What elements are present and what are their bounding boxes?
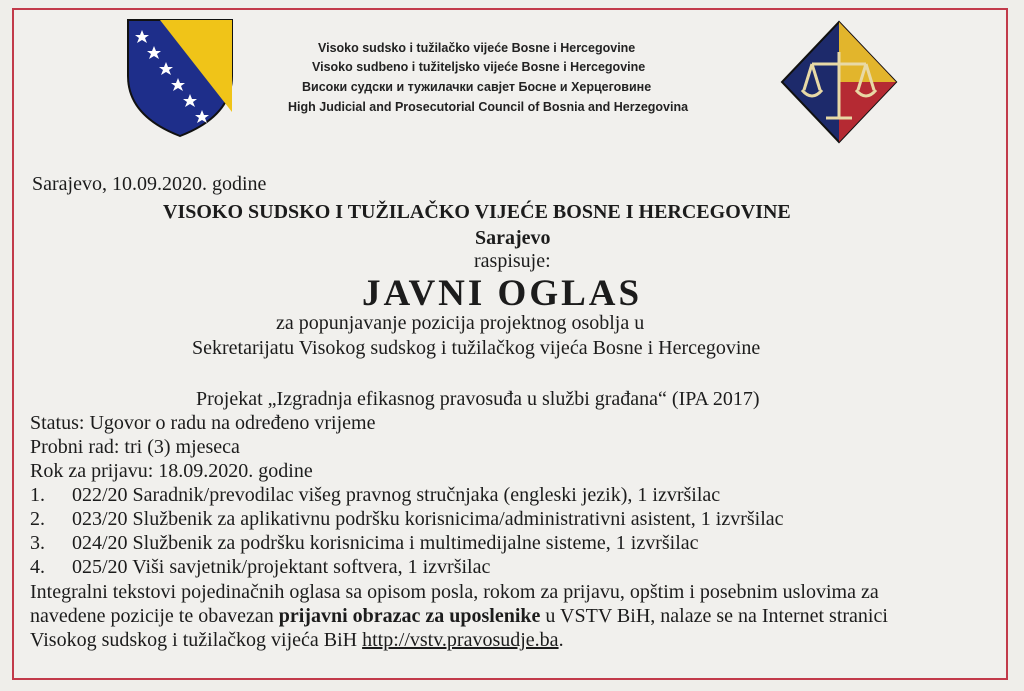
probation-line: Probni rad: tri (3) mjeseca [30, 436, 240, 458]
registration-form-label: prijavni obrazac za uposlenike [278, 605, 541, 627]
list-item [30, 508, 784, 531]
hjpc-scales-logo-icon [778, 18, 900, 146]
position-number: 2. [30, 508, 45, 530]
bih-coat-of-arms-icon [124, 16, 236, 140]
list-item [30, 484, 721, 507]
issuer-city: Sarajevo [475, 227, 551, 249]
subtitle-line-1: za popunjavanje pozicija projektnog osoblja u [276, 312, 645, 334]
position-text: 024/20 Službenik za podršku korisnicima i multimedijalne sisteme, 1 izvršilac [72, 532, 699, 554]
position-text: 023/20 Službenik za aplikativnu podršku korisnicima/administrativni asistent, 1 izvršilac [72, 508, 784, 530]
footer-line-3-start: Visokog sudskog i tužilačkog vijeća BiH [30, 629, 358, 651]
council-name-line-2: Visoko sudbeno i tužiteljsko vijeće Bosne i Hercegovine [312, 60, 646, 74]
position-number: 1. [30, 484, 45, 506]
footer-line-1: Integralni tekstovi pojedinačnih oglasa sa opisom posla, rokom za prijavu, opštim i posebnim uslovima za [30, 581, 879, 603]
footer-line-2 [30, 605, 888, 628]
footer-line-2-end: u VSTV BiH, nalaze se na Internet stranici [545, 605, 888, 627]
date-line: Sarajevo, 10.09.2020. godine [32, 173, 267, 195]
footer-line-2-start: navedene pozicije te obavezan [30, 605, 274, 627]
website-link[interactable]: http://vstv.pravosudje.ba [362, 629, 559, 651]
footer-period: . [558, 629, 564, 651]
deadline-line: Rok za prijavu: 18.09.2020. godine [30, 460, 313, 482]
subtitle-line-2: Sekretarijatu Visokog sudskog i tužilačkog vijeća Bosne i Hercegovine [192, 337, 761, 359]
council-name-line-3: Високи судски и тужилачки савјет Босне и Херцеговине [302, 80, 652, 94]
status-line: Status: Ugovor o radu na određeno vrijeme [30, 412, 376, 434]
position-number: 3. [30, 532, 45, 554]
position-text: 025/20 Viši savjetnik/projektant softvera, 1 izvršilac [72, 556, 491, 578]
main-title: JAVNI OGLAS [362, 273, 643, 314]
council-name-line-1: Visoko sudsko i tužilačko vijeće Bosne i Hercegovine [318, 41, 636, 55]
issuer-name: VISOKO SUDSKO I TUŽILAČKO VIJEĆE BOSNE I HERCEGOVINE [163, 201, 791, 223]
position-text: 022/20 Saradnik/prevodilac višeg pravnog stručnjaka (engleski jezik), 1 izvršilac [72, 484, 721, 506]
footer-line-3 [30, 629, 564, 652]
project-line: Projekat „Izgradnja efikasnog pravosuđa u službi građana“ (IPA 2017) [196, 388, 760, 410]
council-name-line-4: High Judicial and Prosecutorial Council of Bosnia and Herzegovina [288, 100, 689, 114]
list-item [30, 532, 699, 555]
list-item [30, 556, 491, 579]
position-number: 4. [30, 556, 45, 578]
announces-label: raspisuje: [474, 250, 551, 272]
